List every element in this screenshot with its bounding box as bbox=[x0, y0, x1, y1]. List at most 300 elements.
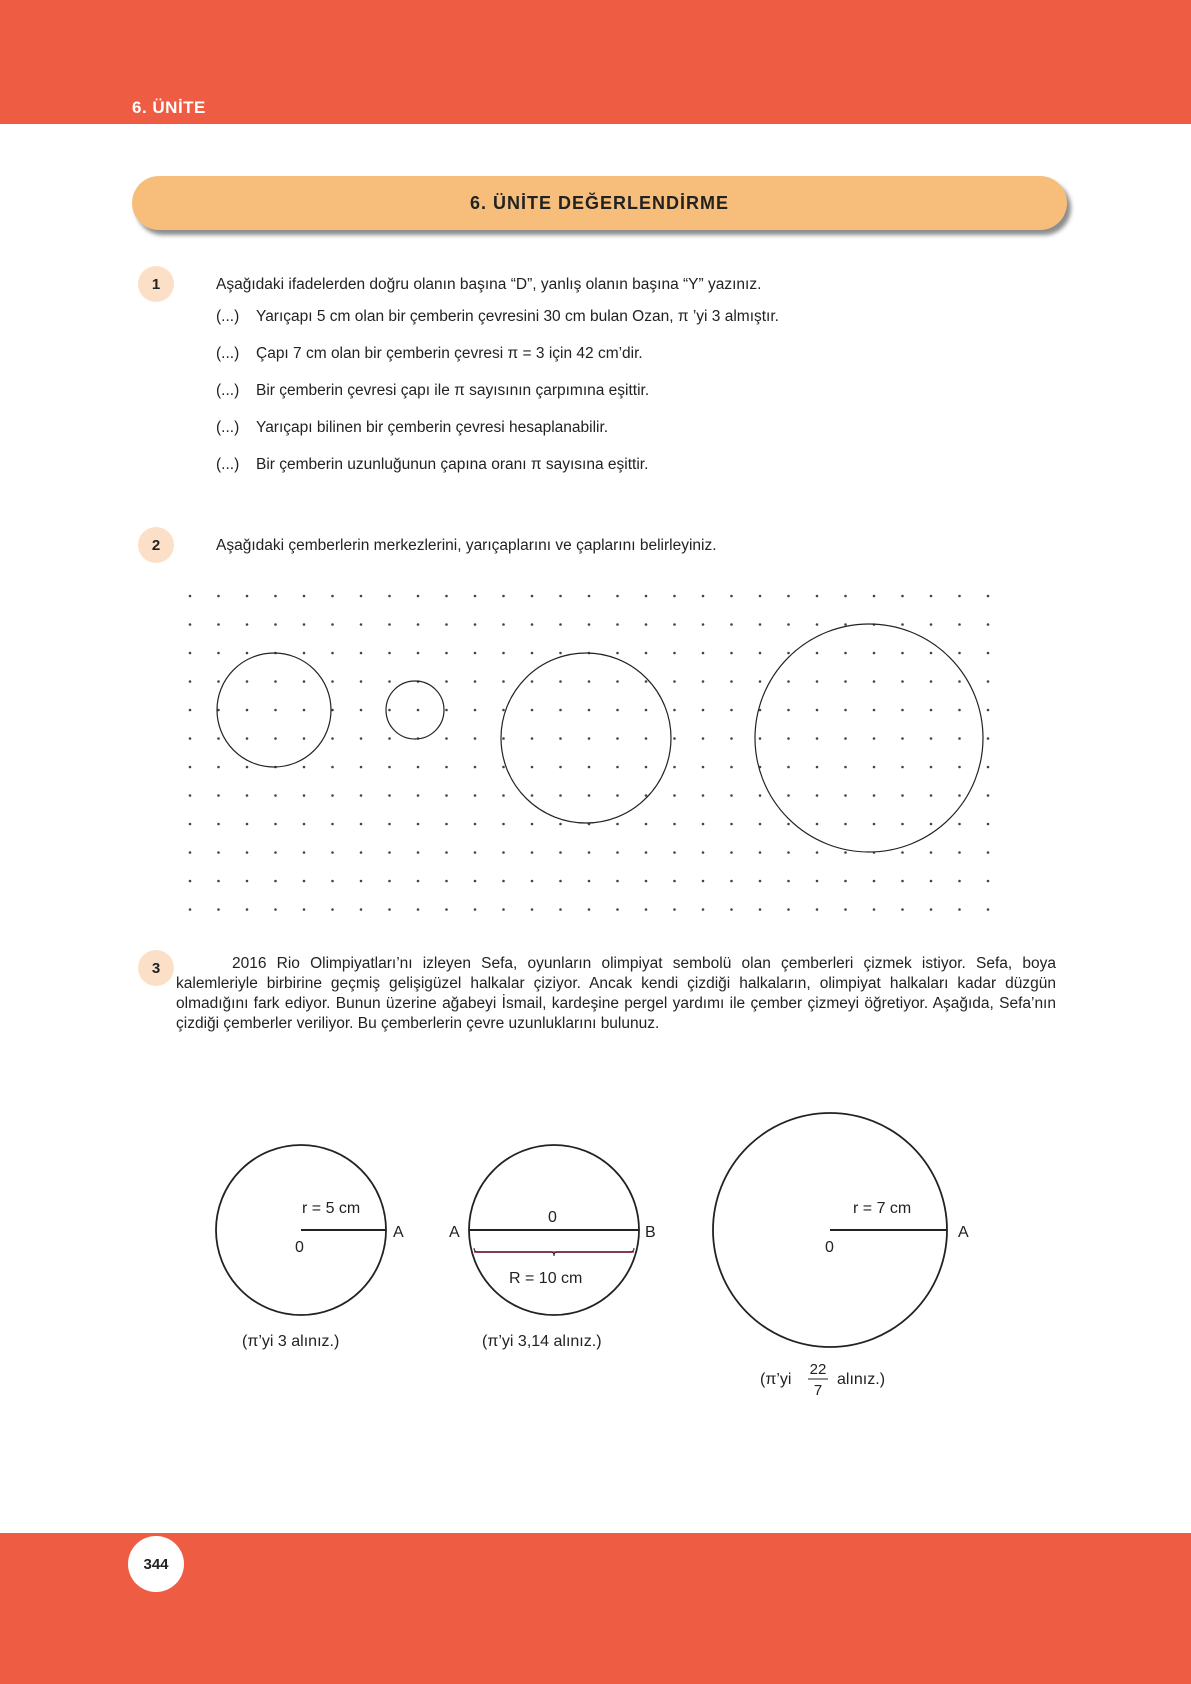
grid-dot bbox=[388, 680, 391, 683]
figure-1-point-label: A bbox=[393, 1224, 404, 1241]
grid-dot bbox=[958, 595, 961, 598]
grid-dot bbox=[360, 880, 363, 883]
grid-dot bbox=[958, 851, 961, 854]
grid-dot bbox=[730, 737, 733, 740]
grid-dot bbox=[873, 908, 876, 911]
grid-dot bbox=[844, 880, 847, 883]
grid-dot bbox=[274, 908, 277, 911]
grid-dot bbox=[816, 880, 819, 883]
grid-dot bbox=[759, 652, 762, 655]
grid-dot bbox=[901, 794, 904, 797]
grid-dot bbox=[502, 880, 505, 883]
grid-dot bbox=[331, 737, 334, 740]
grid-dot bbox=[274, 851, 277, 854]
grid-dot bbox=[787, 794, 790, 797]
grid-dot bbox=[844, 766, 847, 769]
grid-dot bbox=[189, 680, 192, 683]
grid-dot bbox=[873, 709, 876, 712]
grid-dot bbox=[958, 623, 961, 626]
grid-dot bbox=[502, 851, 505, 854]
grid-dot bbox=[901, 652, 904, 655]
grid-dot bbox=[816, 908, 819, 911]
grid-dot bbox=[189, 794, 192, 797]
grid-dot bbox=[189, 709, 192, 712]
figure-2-caption: (π’yi 3,14 alınız.) bbox=[482, 1333, 602, 1350]
grid-dot bbox=[474, 680, 477, 683]
grid-dot bbox=[673, 623, 676, 626]
grid-dot bbox=[588, 595, 591, 598]
grid-dot bbox=[502, 766, 505, 769]
grid-dot bbox=[331, 623, 334, 626]
grid-dot bbox=[787, 823, 790, 826]
grid-dot bbox=[730, 908, 733, 911]
grid-dot bbox=[787, 595, 790, 598]
grid-dot bbox=[616, 880, 619, 883]
grid-dot bbox=[189, 652, 192, 655]
grid-dot bbox=[531, 652, 534, 655]
grid-dot bbox=[559, 709, 562, 712]
grid-dot bbox=[331, 908, 334, 911]
grid-dot bbox=[303, 680, 306, 683]
grid-dot bbox=[331, 823, 334, 826]
grid-dot bbox=[816, 623, 819, 626]
grid-dot bbox=[816, 709, 819, 712]
grid-dot bbox=[388, 794, 391, 797]
grid-dot bbox=[445, 908, 448, 911]
grid-dot bbox=[559, 623, 562, 626]
grid-dot bbox=[360, 680, 363, 683]
grid-dot bbox=[816, 766, 819, 769]
answer-blank[interactable]: (...) bbox=[216, 456, 240, 473]
grid-dot bbox=[702, 623, 705, 626]
grid-dot bbox=[987, 595, 990, 598]
grid-dot bbox=[217, 880, 220, 883]
grid-dot bbox=[645, 766, 648, 769]
grid-dot bbox=[901, 680, 904, 683]
grid-dot bbox=[844, 908, 847, 911]
figure-3-fraction-numerator: 22 bbox=[809, 1361, 827, 1378]
grid-dot bbox=[844, 823, 847, 826]
grid-dot bbox=[958, 766, 961, 769]
grid-dot bbox=[844, 851, 847, 854]
page-title: 6. ÜNİTE DEĞERLENDİRME bbox=[469, 192, 730, 213]
grid-dot bbox=[702, 766, 705, 769]
grid-dot bbox=[730, 652, 733, 655]
grid-dot bbox=[673, 880, 676, 883]
grid-dot bbox=[189, 851, 192, 854]
grid-dot bbox=[673, 794, 676, 797]
grid-dot bbox=[274, 623, 277, 626]
grid-dot bbox=[645, 595, 648, 598]
grid-dot bbox=[588, 908, 591, 911]
grid-dot bbox=[274, 737, 277, 740]
grid-dot bbox=[531, 880, 534, 883]
grid-dot bbox=[274, 794, 277, 797]
grid-dot bbox=[645, 794, 648, 797]
grid-dot bbox=[360, 851, 363, 854]
figure-2 bbox=[449, 1145, 656, 1350]
grid-dot bbox=[901, 908, 904, 911]
grid-dot bbox=[217, 595, 220, 598]
grid-dot bbox=[816, 652, 819, 655]
grid-dot bbox=[189, 823, 192, 826]
grid-dot bbox=[445, 709, 448, 712]
grid-dot bbox=[759, 680, 762, 683]
grid-dot bbox=[445, 880, 448, 883]
grid-dot bbox=[645, 851, 648, 854]
statement-text: Yarıçapı bilinen bir çemberin çevresi hesaplanabilir. bbox=[256, 419, 609, 436]
grid-dot bbox=[673, 709, 676, 712]
grid-dot bbox=[787, 737, 790, 740]
grid-dot bbox=[673, 737, 676, 740]
grid-dot bbox=[417, 652, 420, 655]
grid-dot bbox=[274, 595, 277, 598]
grid-dot bbox=[958, 794, 961, 797]
statement-text: Bir çemberin uzunluğunun çapına oranı π sayısına eşittir. bbox=[256, 456, 649, 473]
grid-dot bbox=[189, 595, 192, 598]
question-3-paragraph: 2016 Rio Olimpiyatları’nı izleyen Sefa, oyunların olimpiyat sembolü olan çemberleri çizmek istiyor. Sefa, boya kalemleriyle birbirine geçmiş gelişigüzel halkalar çiziyor. Ancak kendi çizdiği halkaların, olimpiyat halkaları kadar düzgün olmadığını fark ediyor. Bunun üzerine ağabeyi İsmail, kardeşine pergel yardımı ile çember çizmeyi öğretiyor. Aşağıda, Sefa’nın çizdiği çemberler veriliyor. Bu çemberlerin çevre uzunluklarını bulunuz. bbox=[176, 955, 1056, 1032]
grid-dot bbox=[502, 794, 505, 797]
grid-dot bbox=[616, 794, 619, 797]
grid-dot bbox=[502, 908, 505, 911]
grid-dot bbox=[189, 737, 192, 740]
figure-3-radius-label: r = 7 cm bbox=[853, 1200, 912, 1217]
grid-dot bbox=[588, 680, 591, 683]
grid-dot bbox=[816, 823, 819, 826]
grid-dot bbox=[987, 794, 990, 797]
grid-dot bbox=[474, 595, 477, 598]
grid-dot bbox=[645, 823, 648, 826]
grid-dot bbox=[360, 794, 363, 797]
grid-dot bbox=[559, 794, 562, 797]
grid-dot bbox=[702, 908, 705, 911]
grid-dot bbox=[417, 766, 420, 769]
grid-dot bbox=[588, 794, 591, 797]
figure-1 bbox=[216, 1145, 404, 1350]
grid-dot bbox=[360, 823, 363, 826]
answer-blank[interactable]: (...) bbox=[216, 308, 240, 325]
grid-dot bbox=[645, 680, 648, 683]
page-number: 344 bbox=[128, 1536, 184, 1592]
grid-dot bbox=[730, 851, 733, 854]
grid-dot bbox=[759, 794, 762, 797]
figure-3-center-label: 0 bbox=[825, 1239, 834, 1256]
grid-dot bbox=[616, 908, 619, 911]
grid-dot bbox=[730, 794, 733, 797]
grid-dot bbox=[246, 680, 249, 683]
grid-dot bbox=[388, 908, 391, 911]
grid-dot bbox=[958, 680, 961, 683]
grid-dot bbox=[445, 623, 448, 626]
grid-dot bbox=[502, 652, 505, 655]
grid-dot bbox=[274, 823, 277, 826]
answer-blank[interactable]: (...) bbox=[216, 419, 240, 436]
grid-dot bbox=[388, 766, 391, 769]
grid-dot bbox=[987, 623, 990, 626]
grid-dot bbox=[987, 680, 990, 683]
grid-dot bbox=[787, 680, 790, 683]
grid-dot bbox=[930, 851, 933, 854]
grid-dot bbox=[673, 823, 676, 826]
figure-3 bbox=[713, 1113, 969, 1399]
grid-dot bbox=[559, 766, 562, 769]
grid-dot bbox=[502, 623, 505, 626]
grid-dot bbox=[531, 709, 534, 712]
grid-dot bbox=[388, 623, 391, 626]
grid-dot bbox=[474, 709, 477, 712]
figure-3-caption-end: alınız.) bbox=[837, 1371, 886, 1388]
figure-2-point-a: A bbox=[449, 1224, 460, 1241]
grid-dot bbox=[873, 794, 876, 797]
grid-dot bbox=[360, 652, 363, 655]
grid-dot bbox=[673, 595, 676, 598]
grid-dot bbox=[531, 737, 534, 740]
grid-dot bbox=[217, 623, 220, 626]
figure-2-diameter-label: R = 10 cm bbox=[509, 1270, 583, 1287]
grid-dot bbox=[987, 880, 990, 883]
unit-label: 6. ÜNİTE bbox=[132, 98, 206, 117]
grid-dot bbox=[730, 766, 733, 769]
grid-dot bbox=[930, 623, 933, 626]
answer-blank[interactable]: (...) bbox=[216, 382, 240, 399]
grid-dot bbox=[958, 908, 961, 911]
figure-1-caption: (π’yi 3 alınız.) bbox=[242, 1333, 340, 1350]
grid-dot bbox=[303, 737, 306, 740]
grid-dot bbox=[303, 794, 306, 797]
figure-1-center-label: 0 bbox=[295, 1239, 304, 1256]
grid-dot bbox=[417, 851, 420, 854]
grid-dot bbox=[816, 680, 819, 683]
grid-dot bbox=[217, 737, 220, 740]
grid-dot bbox=[759, 737, 762, 740]
grid-dot bbox=[730, 709, 733, 712]
grid-dot bbox=[616, 709, 619, 712]
grid-dot bbox=[930, 794, 933, 797]
question-1-prompt: Aşağıdaki ifadelerden doğru olanın başına “D”, yanlış olanın başına “Y” yazınız. bbox=[216, 276, 762, 293]
grid-dot bbox=[759, 823, 762, 826]
grid-dot bbox=[189, 908, 192, 911]
grid-dot bbox=[588, 709, 591, 712]
grid-dot bbox=[502, 680, 505, 683]
grid-dot bbox=[958, 709, 961, 712]
grid-dot bbox=[246, 766, 249, 769]
grid-dot bbox=[702, 680, 705, 683]
grid-dot bbox=[502, 709, 505, 712]
grid-dot bbox=[246, 823, 249, 826]
grid-dot bbox=[873, 823, 876, 826]
statement-text: Yarıçapı 5 cm olan bir çemberin çevresini 30 cm bulan Ozan, π ’yi 3 almıştır. bbox=[256, 308, 779, 325]
grid-dot bbox=[417, 623, 420, 626]
grid-dot bbox=[559, 851, 562, 854]
grid-dot bbox=[588, 623, 591, 626]
grid-dot bbox=[930, 880, 933, 883]
grid-dot bbox=[303, 823, 306, 826]
grid-dot bbox=[303, 880, 306, 883]
grid-dot bbox=[559, 908, 562, 911]
grid-dot bbox=[702, 709, 705, 712]
grid-dot bbox=[217, 851, 220, 854]
grid-dot bbox=[531, 908, 534, 911]
grid-dot bbox=[901, 709, 904, 712]
grid-dot bbox=[502, 595, 505, 598]
grid-dot bbox=[274, 680, 277, 683]
grid-dot bbox=[559, 737, 562, 740]
grid-dot bbox=[217, 652, 220, 655]
grid-dot bbox=[360, 623, 363, 626]
grid-dot bbox=[588, 880, 591, 883]
grid-dot bbox=[559, 652, 562, 655]
grid-dot bbox=[844, 709, 847, 712]
grid-dot bbox=[445, 766, 448, 769]
grid-dot bbox=[274, 709, 277, 712]
grid-dot bbox=[331, 595, 334, 598]
grid-dot bbox=[474, 766, 477, 769]
grid-dot bbox=[559, 880, 562, 883]
grid-dot bbox=[360, 737, 363, 740]
grid-dot bbox=[331, 794, 334, 797]
grid-dot bbox=[189, 623, 192, 626]
statement-text: Bir çemberin çevresi çapı ile π sayısının çarpımına eşittir. bbox=[256, 382, 650, 399]
dot-grid bbox=[189, 595, 990, 911]
grid-dot bbox=[759, 880, 762, 883]
grid-dot bbox=[331, 652, 334, 655]
question-2-badge: 2 bbox=[138, 527, 174, 563]
grid-dot bbox=[531, 823, 534, 826]
grid-dot bbox=[417, 908, 420, 911]
grid-dot bbox=[759, 595, 762, 598]
grid-dot bbox=[930, 737, 933, 740]
grid-dot bbox=[217, 823, 220, 826]
grid-dot bbox=[417, 709, 420, 712]
grid-dot bbox=[958, 823, 961, 826]
grid-dot bbox=[474, 737, 477, 740]
grid-dot bbox=[958, 737, 961, 740]
grid-dot bbox=[901, 623, 904, 626]
question-3-badge: 3 bbox=[138, 950, 174, 986]
grid-dot bbox=[787, 652, 790, 655]
grid-dot bbox=[787, 766, 790, 769]
grid-dot bbox=[331, 766, 334, 769]
grid-dot bbox=[987, 766, 990, 769]
grid-dot bbox=[531, 623, 534, 626]
grid-dot bbox=[844, 652, 847, 655]
grid-dot bbox=[730, 595, 733, 598]
grid-dot bbox=[930, 823, 933, 826]
grid-dot bbox=[388, 709, 391, 712]
grid-dot bbox=[331, 680, 334, 683]
grid-dot bbox=[417, 595, 420, 598]
grid-dot bbox=[987, 823, 990, 826]
grid-dot bbox=[702, 823, 705, 826]
grid-dot bbox=[388, 880, 391, 883]
grid-dot bbox=[616, 851, 619, 854]
grid-dot bbox=[873, 595, 876, 598]
figure-2-point-b: B bbox=[645, 1224, 656, 1241]
grid-dot bbox=[930, 766, 933, 769]
grid-dot bbox=[759, 851, 762, 854]
grid-dot bbox=[673, 652, 676, 655]
grid-dot bbox=[616, 623, 619, 626]
grid-dot bbox=[787, 623, 790, 626]
grid-dot bbox=[987, 851, 990, 854]
grid-dot bbox=[388, 652, 391, 655]
grid-dot bbox=[673, 851, 676, 854]
figure-1-radius-label: r = 5 cm bbox=[302, 1200, 361, 1217]
grid-dot bbox=[958, 880, 961, 883]
grid-dot bbox=[303, 908, 306, 911]
grid-dot bbox=[759, 623, 762, 626]
grid-dot bbox=[759, 908, 762, 911]
grid-circle-1 bbox=[217, 653, 331, 767]
grid-dot bbox=[987, 737, 990, 740]
grid-dot bbox=[360, 908, 363, 911]
grid-dot bbox=[388, 823, 391, 826]
grid-dot bbox=[673, 680, 676, 683]
grid-dot bbox=[246, 737, 249, 740]
grid-dot bbox=[930, 652, 933, 655]
grid-dot bbox=[616, 823, 619, 826]
grid-dot bbox=[873, 652, 876, 655]
grid-dot bbox=[474, 623, 477, 626]
grid-dot bbox=[616, 737, 619, 740]
grid-dot bbox=[303, 766, 306, 769]
question-1-badge: 1 bbox=[138, 266, 174, 302]
grid-dot bbox=[246, 880, 249, 883]
grid-dot bbox=[274, 880, 277, 883]
grid-dot bbox=[417, 794, 420, 797]
grid-dot bbox=[816, 851, 819, 854]
grid-dot bbox=[730, 680, 733, 683]
grid-dot bbox=[873, 880, 876, 883]
grid-dot bbox=[702, 794, 705, 797]
grid-dot bbox=[388, 595, 391, 598]
grid-dot bbox=[502, 823, 505, 826]
grid-dot bbox=[616, 595, 619, 598]
answer-blank[interactable]: (...) bbox=[216, 345, 240, 362]
grid-dot bbox=[645, 880, 648, 883]
grid-dot bbox=[502, 737, 505, 740]
grid-dot bbox=[246, 908, 249, 911]
grid-dot bbox=[787, 880, 790, 883]
grid-dot bbox=[217, 794, 220, 797]
grid-dot bbox=[930, 709, 933, 712]
grid-dot bbox=[217, 680, 220, 683]
grid-dot bbox=[445, 737, 448, 740]
grid-dot bbox=[588, 737, 591, 740]
grid-dot bbox=[702, 851, 705, 854]
grid-dot bbox=[645, 652, 648, 655]
grid-dot bbox=[388, 851, 391, 854]
grid-dot bbox=[531, 680, 534, 683]
grid-dot bbox=[246, 623, 249, 626]
grid-dot bbox=[445, 652, 448, 655]
grid-dot bbox=[417, 880, 420, 883]
grid-dot bbox=[531, 851, 534, 854]
figure-2-center-label: 0 bbox=[548, 1209, 557, 1226]
grid-dot bbox=[730, 880, 733, 883]
grid-dot bbox=[303, 851, 306, 854]
grid-dot bbox=[645, 908, 648, 911]
grid-dot bbox=[673, 766, 676, 769]
grid-dot bbox=[559, 680, 562, 683]
grid-dot bbox=[787, 709, 790, 712]
grid-dot bbox=[474, 652, 477, 655]
grid-dot bbox=[474, 908, 477, 911]
grid-dot bbox=[873, 680, 876, 683]
grid-dot bbox=[360, 766, 363, 769]
grid-dot bbox=[987, 709, 990, 712]
grid-dot bbox=[445, 851, 448, 854]
